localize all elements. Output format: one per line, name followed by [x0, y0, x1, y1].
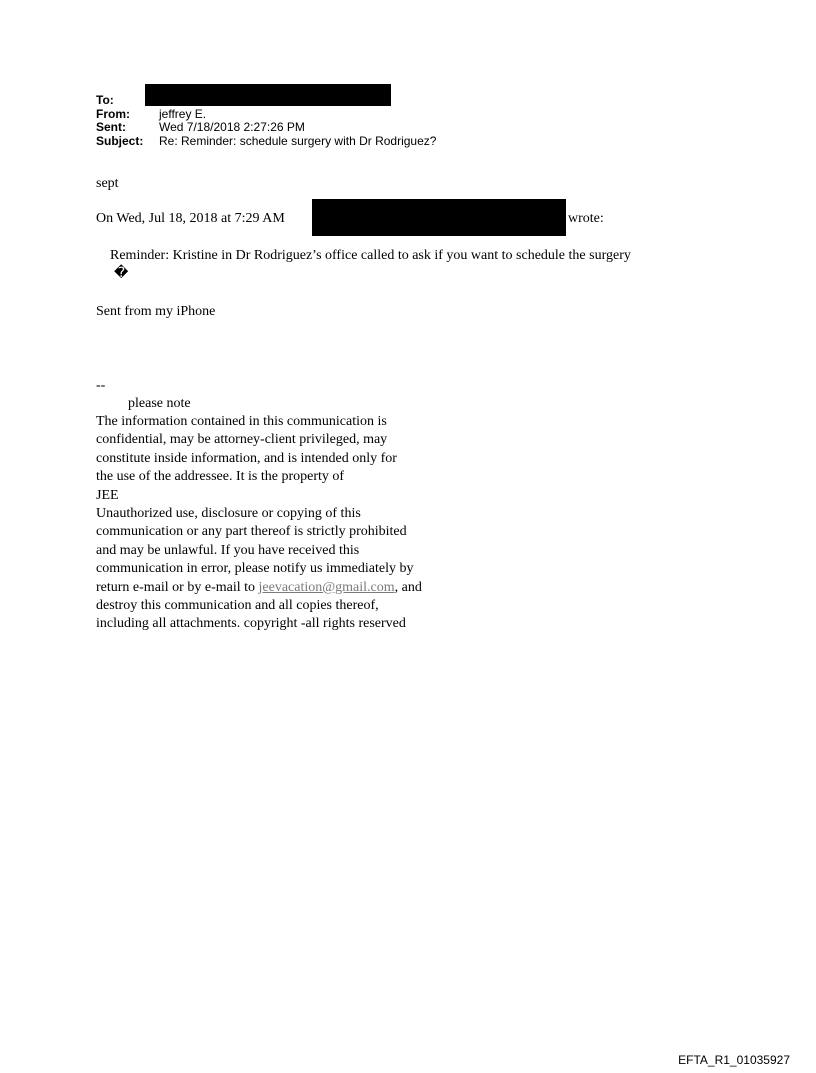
- document-id: EFTA_R1_01035927: [678, 1053, 790, 1067]
- quoted-message: Reminder: Kristine in Dr Rodriguez’s office called to ask if you want to schedule the surgery: [110, 248, 631, 263]
- disclaimer-line: the use of the addressee. It is the property of: [96, 469, 345, 485]
- link-line-prefix: return e-mail or by e-mail to: [96, 579, 259, 595]
- link-line-suffix: , and: [394, 579, 422, 595]
- disclaimer-line: communication or any part thereof is strictly prohibited: [96, 524, 407, 540]
- from-value: jeffrey E.: [159, 106, 207, 121]
- to-label: To:: [96, 93, 114, 107]
- disclaimer-line: constitute inside information, and is intended only for: [96, 450, 397, 466]
- disclaimer-heading: please note: [128, 396, 191, 411]
- redacted-sender: [312, 199, 566, 236]
- from-label: From:: [96, 106, 130, 121]
- subject-row: [96, 135, 436, 149]
- disclaimer-block: [96, 413, 422, 634]
- signature-dashes: --: [96, 378, 106, 393]
- sent-value: Wed 7/18/2018 2:27:26 PM: [159, 120, 305, 134]
- email-header: [96, 94, 436, 148]
- disclaimer-line: communication in error, please notify us immediately by: [96, 561, 414, 577]
- disclaimer-line: destroy this communication and all copies thereof,: [96, 598, 379, 614]
- quote-intro-prefix: On Wed, Jul 18, 2018 at 7:29 AM: [96, 211, 285, 226]
- disclaimer-line: JEE: [96, 487, 119, 503]
- signoff: Sent from my iPhone: [96, 304, 216, 319]
- quote-intro-suffix: wrote:: [568, 211, 604, 226]
- sent-row: [96, 121, 436, 135]
- subject-value: Re: Reminder: schedule surgery with Dr Rodriguez?: [159, 133, 437, 148]
- redacted-recipient: [145, 84, 391, 106]
- quoted-glyph: �: [114, 266, 129, 281]
- disclaimer-line-with-link: [96, 579, 422, 597]
- disclaimer-line: including all attachments. copyright -all rights reserved: [96, 616, 406, 632]
- from-row: [96, 108, 436, 122]
- to-row: [96, 94, 436, 108]
- subject-label: Subject:: [96, 133, 144, 148]
- sent-label: Sent:: [96, 120, 126, 134]
- disclaimer-line: and may be unlawful. If you have received this: [96, 542, 360, 558]
- reply-text: sept: [96, 176, 119, 191]
- disclaimer-line: The information contained in this communication is: [96, 414, 387, 429]
- disclaimer-line: confidential, may be attorney-client privileged, may: [96, 432, 388, 448]
- email-link[interactable]: jeevacation@gmail.com: [258, 579, 395, 595]
- disclaimer-line: Unauthorized use, disclosure or copying of this: [96, 506, 361, 522]
